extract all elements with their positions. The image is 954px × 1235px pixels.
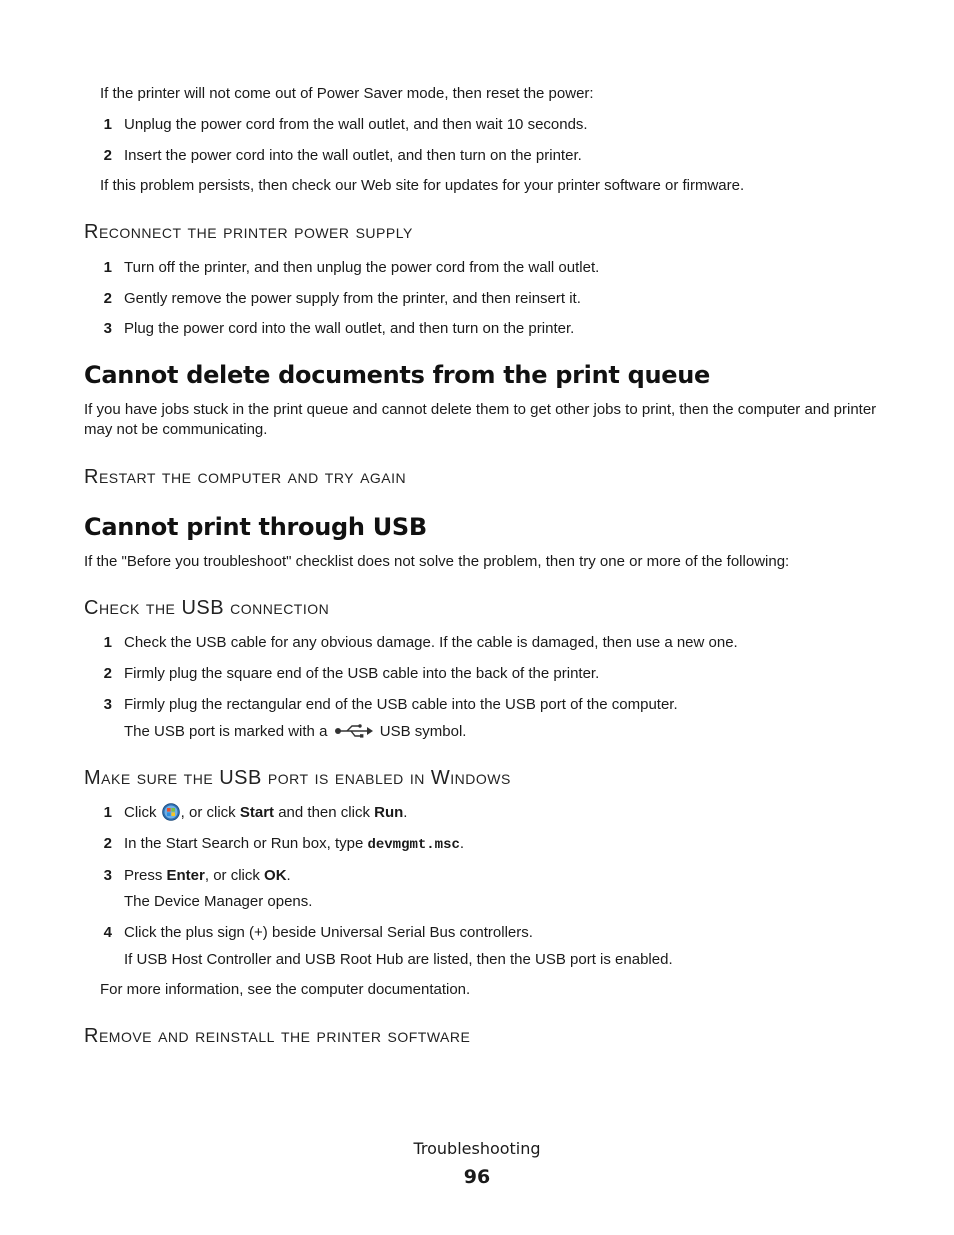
power-saver-lead: If the printer will not come out of Power Saver mode, then reset the power: — [100, 85, 594, 102]
start-label: Start — [239, 804, 275, 821]
step-number: 1 — [103, 634, 112, 651]
footer-section-label: Troubleshooting — [413, 1139, 541, 1158]
windows-start-icon — [162, 803, 180, 821]
step-number: 2 — [103, 665, 112, 682]
step2-text: In the Start Search or Run box, type — [124, 835, 364, 852]
windows-step-4: Click the plus sign (+) beside Universal Serial Bus controllers. — [124, 924, 533, 941]
persist-note: If this problem persists, then check our Web site for updates for your printer software or firmware. — [100, 177, 745, 194]
windows-step-2 — [124, 834, 464, 855]
check-step-1: Check the USB cable for any obvious damage. If the cable is damaged, then use a new one. — [124, 634, 738, 651]
reconnect-heading: Reconnect the printer power supply — [84, 221, 413, 243]
more-info-note: For more information, see the computer documentation. — [100, 981, 471, 998]
ok-label: OK — [264, 867, 287, 884]
usb-body: If the "Before you troubleshoot" checklist does not solve the problem, then try one or more of the following: — [84, 553, 790, 570]
usb-heading: Cannot print through USB — [84, 513, 427, 541]
usb-port-note-before: The USB port is marked with a — [124, 723, 328, 740]
step-number: 2 — [103, 835, 112, 852]
step1-text: Click — [124, 804, 157, 821]
reconnect-step-3: Plug the power cord into the wall outlet, and then turn on the printer. — [124, 320, 575, 337]
check-step-2: Firmly plug the square end of the USB cable into the back of the printer. — [124, 665, 600, 682]
usb-enabled-note: If USB Host Controller and USB Root Hub are listed, then the USB port is enabled. — [124, 951, 673, 968]
delete-queue-heading: Cannot delete documents from the print queue — [84, 361, 711, 389]
step3-text: . — [286, 867, 291, 884]
reconnect-step-1: Turn off the printer, and then unplug the power cord from the wall outlet. — [124, 259, 600, 276]
step-number: 1 — [103, 116, 112, 133]
windows-step-1 — [124, 803, 407, 823]
step-number: 3 — [103, 867, 112, 884]
step-number: 4 — [103, 924, 112, 941]
usb-port-note-after: USB symbol. — [379, 723, 467, 740]
device-manager-note: The Device Manager opens. — [124, 893, 313, 910]
step-number: 1 — [103, 259, 112, 276]
reinstall-heading: Remove and reinstall the printer software — [84, 1025, 471, 1047]
delete-queue-body: If you have jobs stuck in the print queue and cannot delete them to get other jobs to print, then the computer and printer may not be communicating. — [84, 401, 877, 438]
enter-label: Enter — [166, 867, 205, 884]
run-label: Run — [374, 804, 404, 821]
windows-step-3 — [124, 866, 291, 886]
check-step-3: Firmly plug the rectangular end of the USB cable into the USB port of the computer. — [124, 696, 678, 713]
step-number: 1 — [103, 804, 112, 821]
devmgmt-command: devmgmt.msc — [367, 837, 460, 853]
step3-text: Press — [124, 867, 163, 884]
step2-text: . — [459, 835, 465, 852]
step1-text: . — [403, 804, 408, 821]
usb-symbol-icon — [334, 724, 374, 738]
step-number: 3 — [103, 696, 112, 713]
intro-step-1: Unplug the power cord from the wall outlet, and then wait 10 seconds. — [124, 116, 588, 133]
intro-step-2: Insert the power cord into the wall outlet, and then turn on the printer. — [124, 147, 582, 164]
step3-text: , or click — [204, 867, 260, 884]
step-number: 3 — [103, 320, 112, 337]
page-number: 96 — [463, 1166, 491, 1188]
step-number: 2 — [103, 147, 112, 164]
usb-port-note — [124, 722, 466, 742]
windows-heading: Make sure the USB port is enabled in Windows — [84, 767, 511, 789]
step1-text: and then click — [278, 804, 370, 821]
step-number: 2 — [103, 290, 112, 307]
restart-heading: Restart the computer and try again — [84, 466, 407, 488]
reconnect-step-2: Gently remove the power supply from the printer, and then reinsert it. — [124, 290, 581, 307]
check-usb-heading: Check the USB connection — [84, 597, 330, 619]
step1-text: , or click — [180, 804, 236, 821]
